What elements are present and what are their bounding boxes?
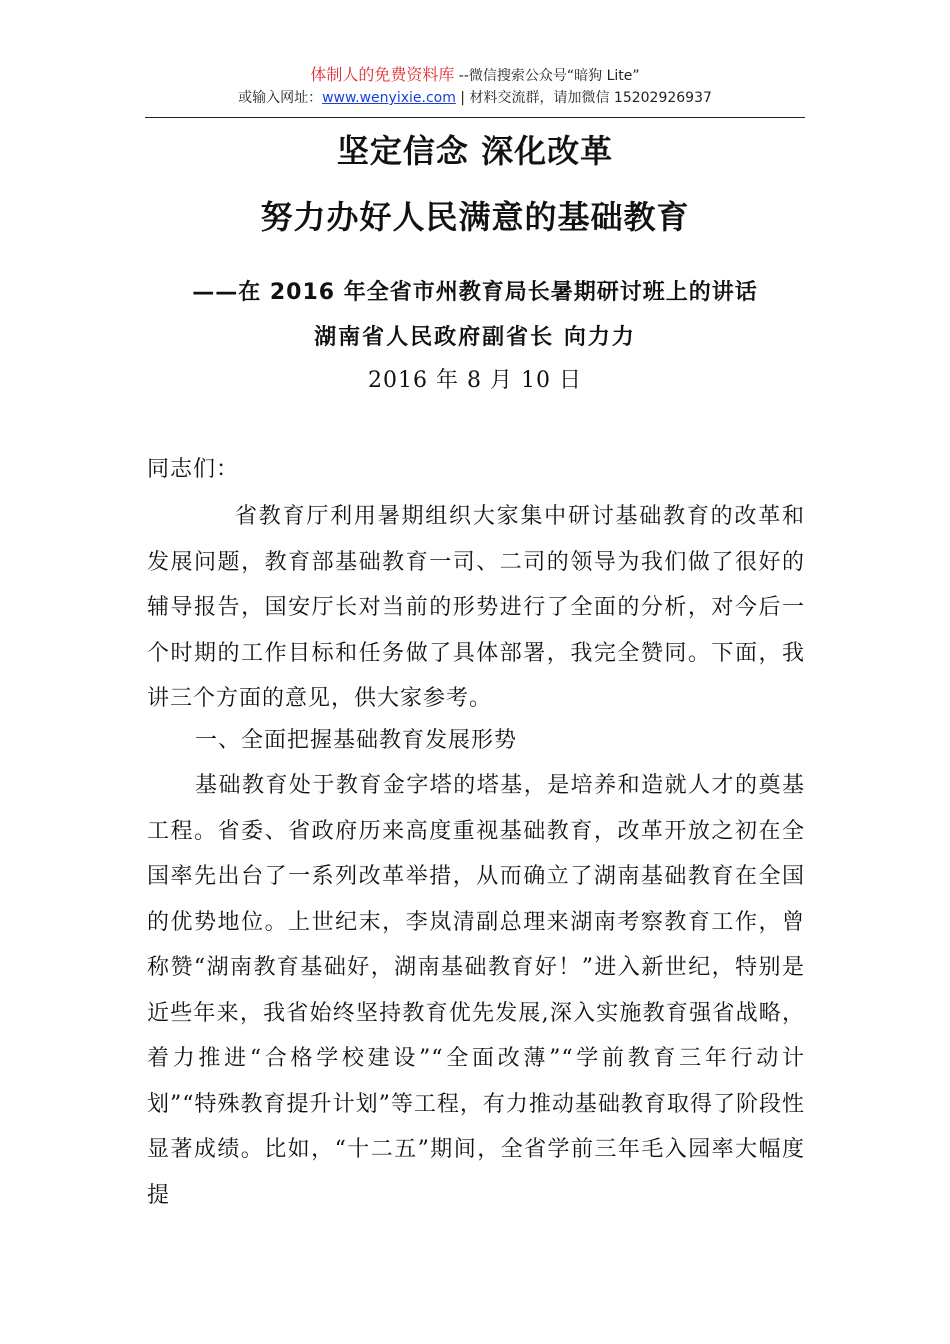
speaker-line: 湖南省人民政府副省长 向力力 [314, 324, 636, 350]
document-title-line-2: 努力办好人民满意的基础教育 [260, 198, 690, 236]
header-url-link[interactable]: www.wenyixie.com [322, 90, 456, 106]
speech-date: 2016 年 8 月 10 日 [368, 368, 582, 393]
paragraph-2-text: 基础教育处于教育金字塔的塔基，是培养和造就人才的奠基工程。省委、省政府历来高度重视基础教育，改革开放之初在全国率先出台了一系列改革举措，从而确立了湖南基础教育在全国的优势地位。上世纪末，李岚清副总理来湖南考察教育工作，曾称赞“湖南教育基础好，湖南基础教育好！”进入新世纪，特别是近些年来，我省始终坚持教育优先发展,深入实施教育强省战略，着力推进“合格学校建设”“全面改薄”“学前教育三年行动计划”“特殊教育提升计划”等工程，有力推动基础教育取得了阶段性显著成绩。比如，“十二五”期间，全省学前三年毛入园率大幅度提 [147, 773, 805, 1208]
header-url-prefix: 或输入网址： [238, 90, 323, 106]
paragraph-1-text: 省教育厅利用暑期组织大家集中研讨基础教育的改革和发展问题，教育部基础教育一司、二司的领导为我们做了很好的辅导报告，国安厅长对当前的形势进行了全面的分析，对今后一个时期的工作目标和任务做了具体部署，我完全赞同。下面，我讲三个方面的意见，供大家参考。 [147, 504, 805, 711]
paragraph-2 [147, 763, 805, 1218]
header-line-2 [145, 87, 805, 109]
section-heading: 一、全面把握基础教育发展形势 [195, 728, 518, 753]
header-contact: | 材料交流群，请加微信 15202926937 [455, 90, 712, 106]
document-title-line-1: 坚定信念 深化改革 [336, 132, 614, 170]
greeting: 同志们： [147, 457, 240, 482]
header-brand: 体制人的免费资料库 [310, 65, 455, 84]
paragraph-1 [147, 494, 805, 722]
header-line-1 [145, 64, 805, 87]
header-tagline: --微信搜索公众号“暗狗 Lite” [454, 68, 640, 84]
document-subtitle: ——在 2016 年全省市州教育局长暑期研讨班上的讲话 [192, 280, 758, 305]
page-header [145, 64, 805, 109]
header-divider [145, 117, 805, 118]
